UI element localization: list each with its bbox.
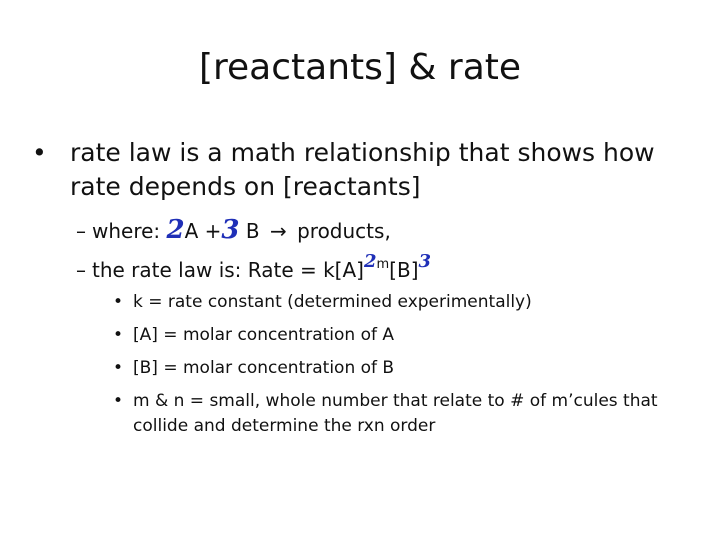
- list-item-text: [A] = molar concentration of A: [133, 325, 395, 345]
- list-marker: •: [113, 391, 124, 411]
- handwritten-coefficient-b: 3: [221, 215, 240, 245]
- handwritten-exponent-n: 3: [418, 251, 432, 272]
- slide-title: [reactants] & rate: [198, 47, 522, 88]
- handwritten-coefficient-a: 2: [166, 215, 185, 245]
- dash: –: [76, 258, 86, 282]
- species-b: B: [245, 219, 260, 243]
- rate-law-line: [76, 251, 432, 288]
- list-marker: •: [113, 292, 124, 312]
- rate-law-prefix: the rate law is: Rate = k[A]: [92, 258, 364, 282]
- list-item-text: m & n = small, whole number that relate to # of m’cules that collide and determine the rxn order: [133, 391, 658, 436]
- main-bullet-text: rate law is a math relationship that shows how rate depends on [reactants]: [70, 138, 655, 201]
- list-marker: •: [113, 358, 124, 378]
- bullet-marker: •: [32, 138, 47, 167]
- main-bullet: [32, 136, 690, 204]
- list-item: [113, 356, 693, 381]
- products-label: products,: [297, 219, 391, 243]
- arrow-icon: →: [269, 219, 287, 243]
- where-label: where:: [92, 219, 161, 243]
- handwritten-exponent-m: 2: [363, 251, 377, 272]
- list-item-text: [B] = molar concentration of B: [133, 358, 395, 378]
- list-item-text: k = rate constant (determined experimentally): [133, 292, 532, 312]
- list-marker: •: [113, 325, 124, 345]
- species-a: A +: [184, 219, 222, 243]
- list-item: [113, 323, 693, 348]
- rate-law-b: [B]: [389, 258, 419, 282]
- exponent-m: m: [376, 257, 390, 272]
- reaction-line: [76, 216, 391, 245]
- list-item: [113, 389, 693, 439]
- list-item: [113, 290, 693, 315]
- definition-list: [113, 290, 693, 439]
- dash: –: [76, 219, 86, 243]
